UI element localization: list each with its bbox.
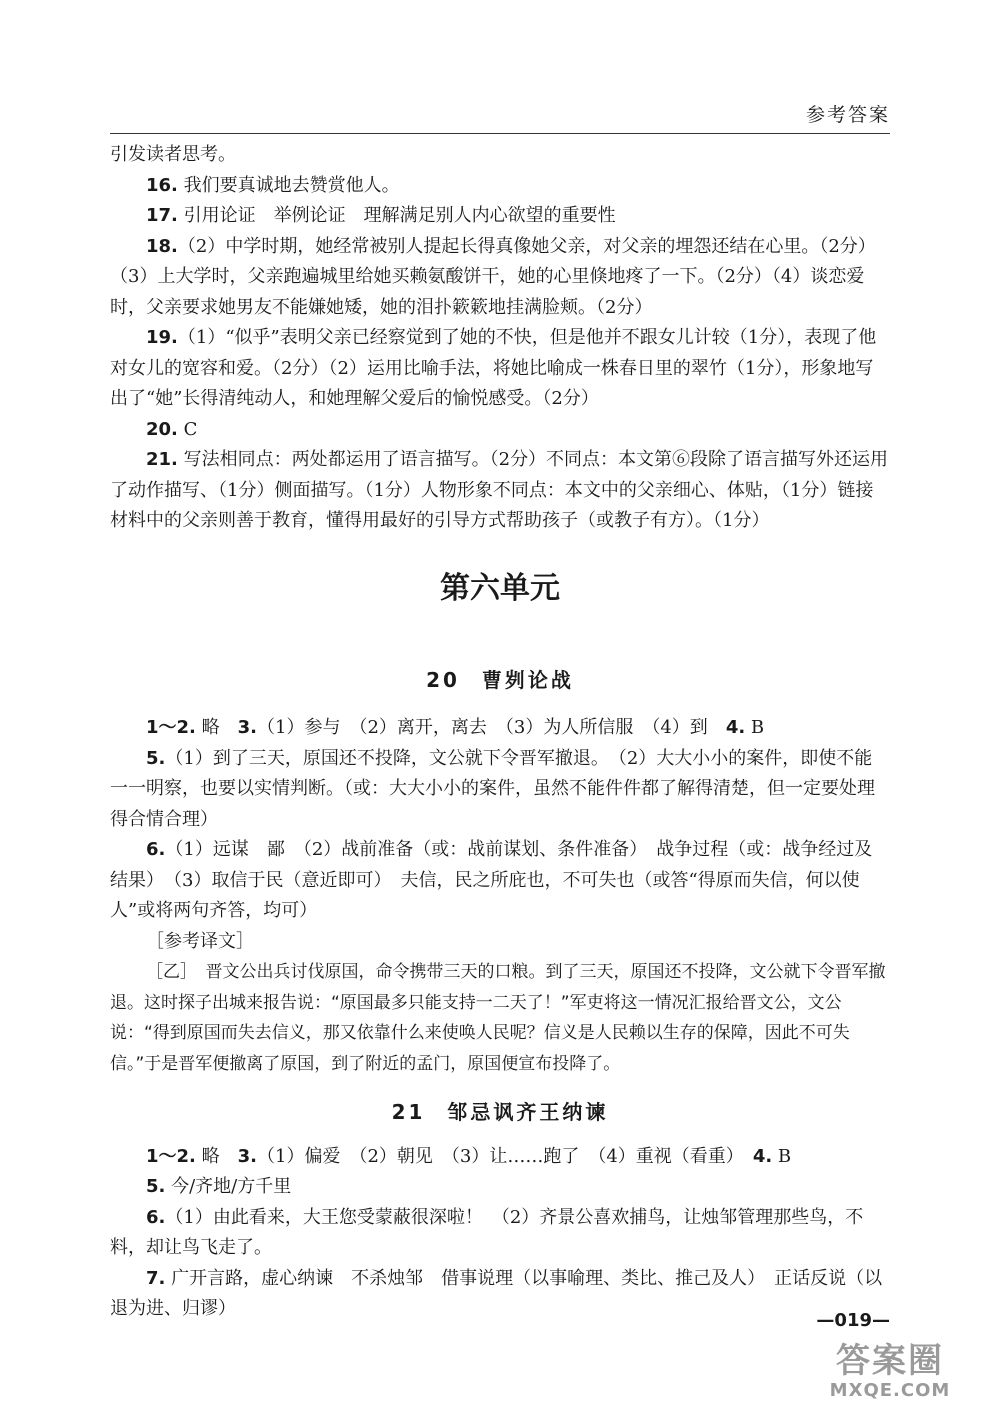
watermark-site: MXQE.COM — [829, 1380, 951, 1401]
answer-number: 21. — [146, 449, 178, 470]
answer-number: 20. — [146, 418, 178, 440]
answer-number: 6. — [146, 839, 166, 860]
lesson-number: 21 — [391, 1100, 426, 1124]
answer-number: 1～2. — [146, 1145, 196, 1167]
lesson21-answer-7 — [110, 1264, 890, 1325]
answer-text: （2）中学时期，她经常被别人提起长得真像她父亲，对父亲的埋怨还结在心里。（2分）（3）上大学时，父亲跑遍城里给她买赖氨酸饼干，她的心里倏地疼了一下。（2分）（4）谈恋爱时，父亲要求她男友不能嫌她矮，她的泪扑簌簌地挂满脸颊。（2分） — [110, 235, 876, 318]
translation-text: ［乙］ 晋文公出兵讨伐原国，命令携带三天的口粮。到了三天，原国还不投降，文公就下令晋军撤退。这时探子出城来报告说：“原国最多只能支持一二天了！”军吏将这一情况汇报给晋文公，文公说：“得到原国而失去信义，那又依靠什么来使唤人民呢？信义是人民赖以生存的保障，因此不可失信。”于是晋军便撤离了原国，到了附近的孟门，原国便宣布投降了。 — [110, 962, 886, 1074]
lesson20-answer-1-4 — [110, 713, 890, 744]
answer-text: 引用论证 举例论证 理解满足别人内心欲望的重要性 — [177, 205, 616, 226]
lesson-21-title — [110, 1097, 890, 1128]
answer-text: 写法相同点：两处都运用了语言描写。（2分）不同点：本文第⑥段除了语言描写外还运用了动作描写、（1分）侧面描写。（1分）人物形象不同点：本文中的父亲细心、体贴，（1分）链接材料中的父亲则善于教育，懂得用最好的引导方式帮助孩子（或教子有方）。（1分） — [110, 449, 889, 531]
lesson-20-title — [110, 665, 890, 696]
lesson-name: 曹刿论战 — [481, 667, 574, 692]
answer-number: 4. — [752, 1145, 773, 1167]
lesson-number: 20 — [426, 667, 460, 692]
answer-16 — [110, 171, 890, 202]
lesson20-answer-6 — [110, 835, 890, 927]
answer-17 — [110, 201, 890, 232]
watermark-logo — [800, 1342, 980, 1406]
answer-21 — [110, 445, 890, 537]
unit-title: 第六单元 — [440, 570, 560, 606]
answer-text: 今/齐地/方千里 — [165, 1176, 292, 1197]
answer-number: 17. — [146, 205, 178, 226]
answer-text: （1）偏爱 （2）朝见 （3）让……跑了 （4）重视（看重） — [257, 1145, 753, 1167]
answer-number: 5. — [146, 1176, 166, 1197]
answer-number: 6. — [146, 1206, 166, 1228]
answer-number: 7. — [146, 1267, 166, 1289]
answer-number: 5. — [146, 747, 166, 769]
answer-text: （1）由此看来，大王您受蒙蔽很深啦！ （2）齐景公喜欢捕鸟，让烛邹管理那些鸟，不料，却让鸟飞走了。 — [110, 1206, 864, 1258]
answer-number: 3. — [237, 717, 257, 738]
answer-number: 18. — [146, 235, 178, 257]
answer-text: （1）远谋 鄙 （2）战前准备（或：战前谋划、条件准备） 战争过程（或：战争经过及结果） （3）取信于民（意近即可） 夫信，民之所庇也，不可失也（或答“得原而失信，何以使人”或将两句齐答，均可） — [110, 839, 873, 921]
answer-20 — [110, 415, 890, 446]
answer-text: B — [745, 717, 765, 738]
page-number: —019— — [816, 1310, 890, 1331]
continued-paragraph: 引发读者思考。 — [110, 144, 236, 165]
header-divider — [110, 133, 890, 134]
answer-number: 19. — [146, 327, 178, 348]
lesson21-answer-5 — [110, 1172, 890, 1203]
lesson21-answer-1-4 — [110, 1142, 890, 1173]
answer-number: 1～2. — [146, 717, 196, 738]
answer-text: 略 — [195, 717, 238, 738]
answer-text: B — [772, 1145, 792, 1167]
watermark-logo-text: 答案圈 — [836, 1341, 944, 1381]
answer-18 — [110, 232, 890, 324]
answer-text: （1）到了三天，原国还不投降，文公就下令晋军撤退。 （2）大大小小的案件，即使不能一一明察，也要以实情判断。（或：大大小小的案件，虽然不能件件都了解得清楚，但一定要处理得合情合理） — [110, 747, 875, 830]
answer-number: 3. — [237, 1145, 257, 1167]
answer-text: （1）“似乎”表明父亲已经察觉到了她的不快，但是他并不跟女儿计较（1分），表现了他对女儿的宽容和爱。（2分）（2）运用比喻手法，将她比喻成一株春日里的翠竹（1分），形象地写出了“她”长得清纯动人，和她理解父爱后的愉悦感受。（2分） — [110, 327, 877, 409]
answer-number: 16. — [146, 174, 178, 196]
lesson21-answer-6 — [110, 1203, 890, 1264]
answer-19 — [110, 323, 890, 415]
page-header-title: 参考答案 — [805, 104, 890, 126]
answer-text: （1）参与 （2）离开，离去 （3）为人所信服 （4）到 — [257, 717, 726, 738]
reference-translation — [110, 957, 890, 1079]
lesson-name: 邹忌讽齐王纳谏 — [447, 1100, 609, 1124]
lesson20-answer-5 — [110, 744, 890, 836]
answer-text: C — [177, 418, 198, 440]
reference-translation-heading: ［参考译文］ — [146, 930, 254, 952]
answer-text: 略 — [195, 1145, 238, 1167]
answer-number: 4. — [725, 717, 746, 738]
answer-content — [110, 140, 890, 1325]
answer-text: 广开言路，虚心纳谏 不杀烛邹 借事说理（以事喻理、类比、推己及人） 正话反说（以退为进、归谬） — [110, 1267, 883, 1319]
answer-text: 我们要真诚地去赞赏他人。 — [177, 174, 400, 196]
